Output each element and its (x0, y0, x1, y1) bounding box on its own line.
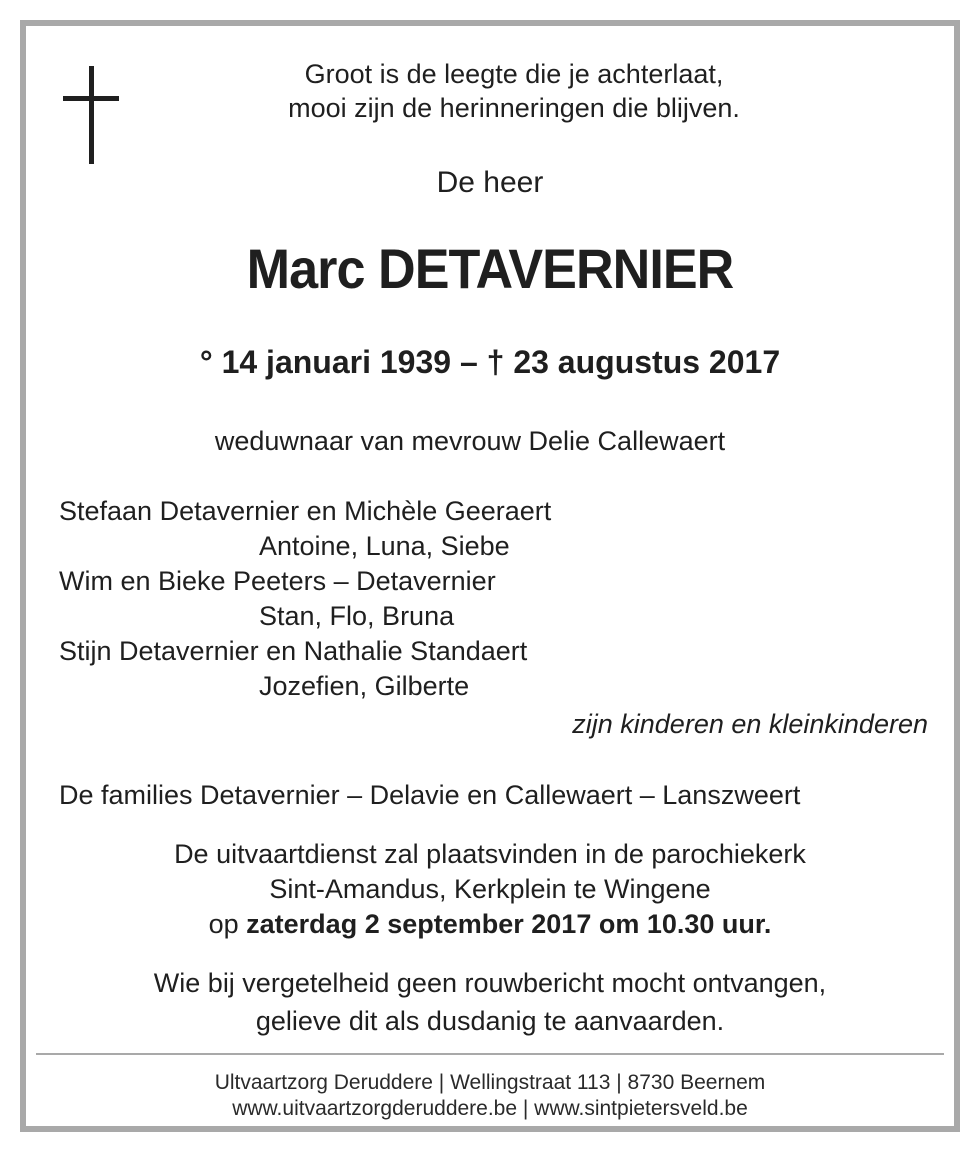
family-couple-2: Wim en Bieke Peeters – Detavernier (59, 566, 496, 596)
family-relation: zijn kinderen en kleinkinderen (572, 709, 928, 739)
deceased-name: Marc DETAVERNIER (246, 237, 734, 300)
family-children-1: Antoine, Luna, Siebe (259, 531, 510, 561)
obituary-card (20, 20, 960, 1132)
service-date-time: zaterdag 2 september 2017 om 10.30 uur. (246, 909, 772, 939)
family-couple-1: Stefaan Detavernier en Michèle Geeraert (59, 496, 552, 526)
quote-line-1: Groot is de leegte die je achterlaat, (304, 59, 724, 89)
quote (26, 57, 954, 125)
footer-divider (36, 1053, 944, 1055)
service-prefix: op (208, 909, 239, 939)
quote-line-2: mooi zijn de herinneringen die blijven. (288, 93, 740, 123)
family-couple-3: Stijn Detavernier en Nathalie Standaert (59, 636, 528, 666)
widow-line: weduwnaar van mevrouw Delie Callewaert (214, 426, 726, 456)
family-children-2: Stan, Flo, Bruna (259, 601, 455, 631)
life-dates: ° 14 januari 1939 – † 23 augustus 2017 (199, 344, 781, 380)
footer-address: Ultvaartzorg Deruddere | Wellingstraat 113 | 8730 Beernem (214, 1071, 766, 1094)
service-line-1: De uitvaartdienst zal plaatsvinden in de parochiekerk (174, 839, 806, 869)
family-children-3: Jozefien, Gilberte (259, 671, 470, 701)
notice-line-2: gelieve dit als dusdanig te aanvaarden. (255, 1006, 725, 1036)
service-line-3 (26, 909, 954, 940)
families-line: De families Detavernier – Delavie en Callewaert – Lanszweert (59, 780, 801, 810)
notice-line-1: Wie bij vergetelheid geen rouwbericht mocht ontvangen, (153, 968, 827, 998)
title-label: De heer (436, 166, 544, 199)
service-line-2: Sint-Amandus, Kerkplein te Wingene (269, 874, 711, 904)
footer-websites: www.uitvaartzorgderuddere.be | www.sintpietersveld.be (232, 1097, 748, 1120)
